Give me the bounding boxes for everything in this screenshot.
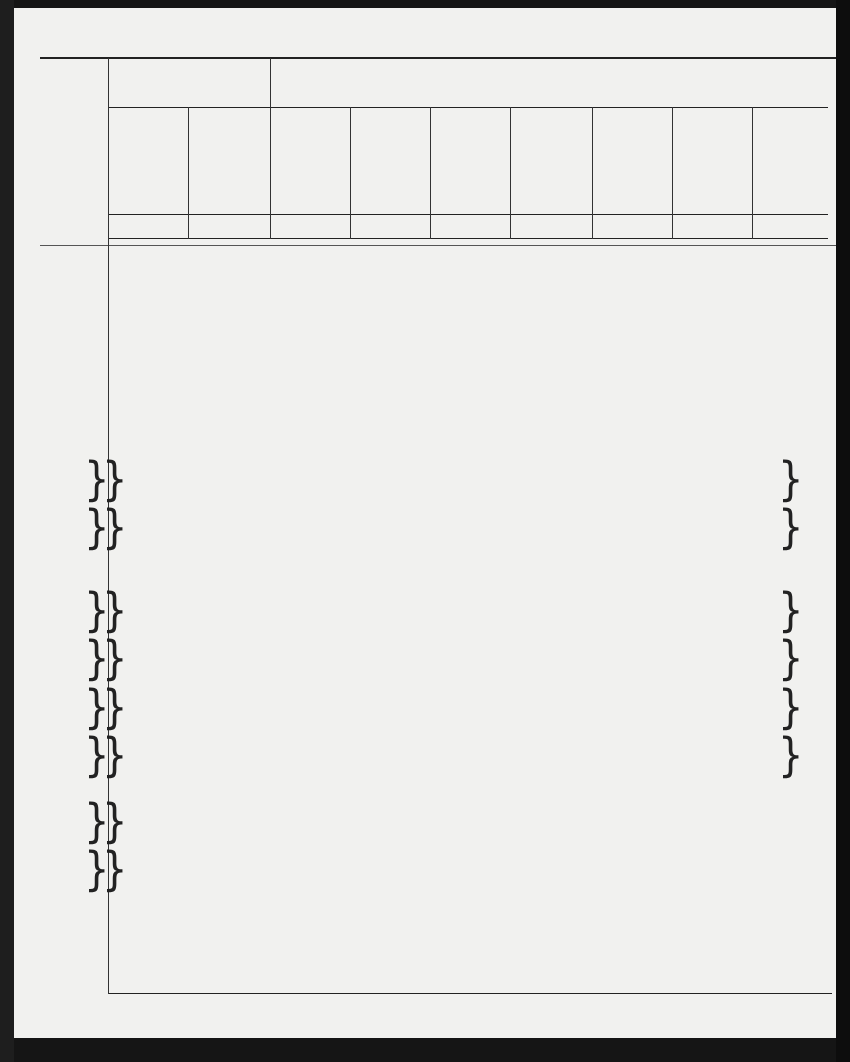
brace-glyph: } xyxy=(778,453,804,507)
brace-glyph: } xyxy=(778,681,804,735)
brace-glyph: } xyxy=(102,843,128,897)
brace-glyph: } xyxy=(84,795,110,849)
brace-glyph: } xyxy=(84,453,110,507)
brace-glyph: } xyxy=(84,843,110,897)
header-bottom-rule xyxy=(40,245,836,246)
brace-glyph: } xyxy=(102,453,128,507)
brace-glyph: } xyxy=(84,681,110,735)
brace-glyph: } xyxy=(778,501,804,555)
brace-glyph: } xyxy=(84,501,110,555)
brace-glyph: } xyxy=(84,729,110,783)
col-divider xyxy=(350,107,351,239)
col-divider xyxy=(752,107,753,239)
brace-glyph: } xyxy=(102,584,128,638)
brace-glyph: } xyxy=(102,729,128,783)
brace-glyph: } xyxy=(102,632,128,686)
brace-glyph: } xyxy=(84,632,110,686)
brace-glyph: } xyxy=(102,795,128,849)
col-divider xyxy=(430,107,431,239)
right-scan-shadow xyxy=(836,0,850,1062)
page-binding-shadow xyxy=(0,0,14,1062)
base-rule xyxy=(108,214,828,215)
brace-glyph: } xyxy=(102,501,128,555)
brace-glyph: } xyxy=(102,681,128,735)
brace-glyph: } xyxy=(778,729,804,783)
top-rule xyxy=(40,57,836,59)
brace-glyph: } xyxy=(84,584,110,638)
col-divider xyxy=(592,107,593,239)
brace-glyph: } xyxy=(778,584,804,638)
group-rule xyxy=(108,107,828,108)
document-page xyxy=(14,8,836,1038)
brace-glyph: } xyxy=(778,632,804,686)
colnum-rule xyxy=(108,238,828,239)
col-divider xyxy=(510,107,511,239)
col-divider xyxy=(188,107,189,239)
col-divider xyxy=(270,58,271,239)
bottom-rule xyxy=(108,993,832,994)
col-divider xyxy=(672,107,673,239)
